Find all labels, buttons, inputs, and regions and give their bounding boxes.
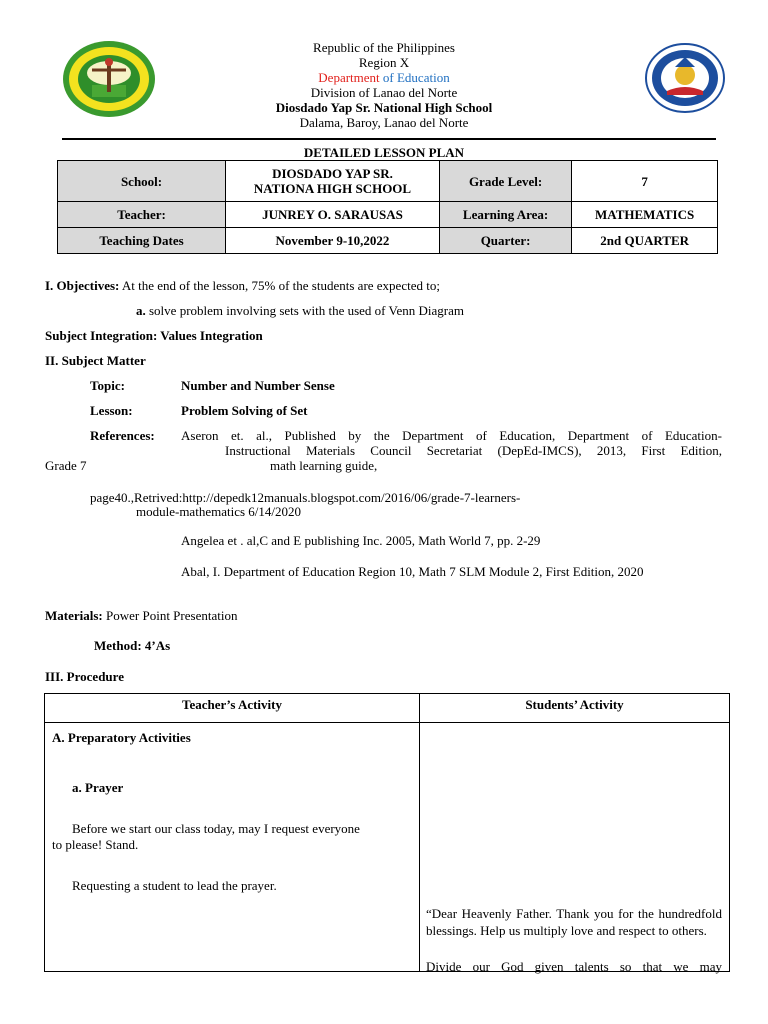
method-line: Method: 4’As xyxy=(94,638,171,653)
objective-a xyxy=(136,303,464,318)
student-divide: Divide our God given talents so that we may xyxy=(426,959,722,974)
header-address: Dalama, Baroy, Lanao del Norte xyxy=(299,115,469,130)
students-activity-cell xyxy=(420,723,730,972)
topic-value: Number and Number Sense xyxy=(181,378,335,393)
materials-line xyxy=(45,608,237,623)
subject-matter-heading: II. Subject Matter xyxy=(45,353,146,368)
school-value-line1: DIOSDADO YAP SR. xyxy=(272,166,393,181)
procedure-heading: III. Procedure xyxy=(45,669,124,684)
grade-label: Grade Level: xyxy=(439,161,571,202)
teacher-activity-header: Teacher’s Activity xyxy=(45,694,420,723)
header-divider xyxy=(62,138,716,140)
school-label: School: xyxy=(58,161,226,202)
reference-line-3: math learning guide, xyxy=(270,458,378,473)
document-title: DETAILED LESSON PLAN xyxy=(303,145,465,160)
objectives-line xyxy=(45,278,440,293)
header-region: Region X xyxy=(358,55,410,70)
materials-value: Power Point Presentation xyxy=(102,608,238,623)
objective-a-text: solve problem involving sets with the used of Venn Diagram xyxy=(145,303,464,318)
materials-label: Materials: xyxy=(45,608,103,623)
header-school: Diosdado Yap Sr. National High School xyxy=(275,100,493,115)
header-department xyxy=(0,70,768,85)
grade-value: 7 xyxy=(572,161,718,202)
quarter-label: Quarter: xyxy=(439,228,571,254)
lesson-label: Lesson: xyxy=(90,403,133,418)
reference-line-4: page40.,Retrived:http://depedk12manuals.blogspot.com/2016/06/grade-7-learners- xyxy=(90,490,521,505)
lesson-value: Problem Solving of Set xyxy=(181,403,308,418)
students-activity-header: Students’ Activity xyxy=(420,694,730,723)
teacher-activity-cell xyxy=(45,723,420,972)
header-republic: Republic of the Philippines xyxy=(313,40,455,55)
prayer-label: a. Prayer xyxy=(72,780,124,795)
objective-a-label: a. xyxy=(136,303,146,318)
references-label: References: xyxy=(90,428,155,443)
department-word: Department xyxy=(318,70,383,85)
reference-line-5: module-mathematics 6/14/2020 xyxy=(136,504,301,519)
of-education-words: of Education xyxy=(382,70,450,85)
reference-line-1: Aseron et. al., Published by the Department of Education, Department of Education- xyxy=(181,428,722,443)
teacher-label: Teacher: xyxy=(58,202,226,228)
lesson-info-table xyxy=(57,160,718,254)
school-value xyxy=(226,161,440,202)
header-division: Division of Lanao del Norte xyxy=(310,85,458,100)
topic-label: Topic: xyxy=(90,378,125,393)
area-label: Learning Area: xyxy=(439,202,571,228)
teacher-request: Requesting a student to lead the prayer. xyxy=(72,878,277,893)
student-prayer: “Dear Heavenly Father. Thank you for the hundredfold blessings. Help us multiply love and respect to others. xyxy=(426,906,722,938)
reference-angelea: Angelea et . al,C and E publishing Inc. 2005, Math World 7, pp. 2-29 xyxy=(181,533,541,548)
reference-grade: Grade 7 xyxy=(45,458,87,473)
school-value-line2: NATIONA HIGH SCHOOL xyxy=(253,181,412,196)
reference-abal: Abal, I. Department of Education Region 10, Math 7 SLM Module 2, First Edition, 2020 xyxy=(181,564,644,579)
objectives-label: I. Objectives: xyxy=(45,278,120,293)
procedure-table xyxy=(44,693,730,972)
subject-integration: Subject Integration: Values Integration xyxy=(45,328,263,343)
dates-value: November 9-10,2022 xyxy=(226,228,440,254)
reference-line-2: Instructional Materials Council Secretariat (DepEd-IMCS), 2013, First Edition, xyxy=(225,443,722,458)
dates-label: Teaching Dates xyxy=(58,228,226,254)
area-value: MATHEMATICS xyxy=(572,202,718,228)
objectives-text: At the end of the lesson, 75% of the students are expected to; xyxy=(119,278,440,293)
quarter-value: 2nd QUARTER xyxy=(572,228,718,254)
teacher-line-1: Before we start our class today, may I request everyone xyxy=(72,821,360,836)
prep-activities: A. Preparatory Activities xyxy=(52,730,191,745)
teacher-value: JUNREY O. SARAUSAS xyxy=(226,202,440,228)
teacher-line-2: to please! Stand. xyxy=(52,837,139,852)
